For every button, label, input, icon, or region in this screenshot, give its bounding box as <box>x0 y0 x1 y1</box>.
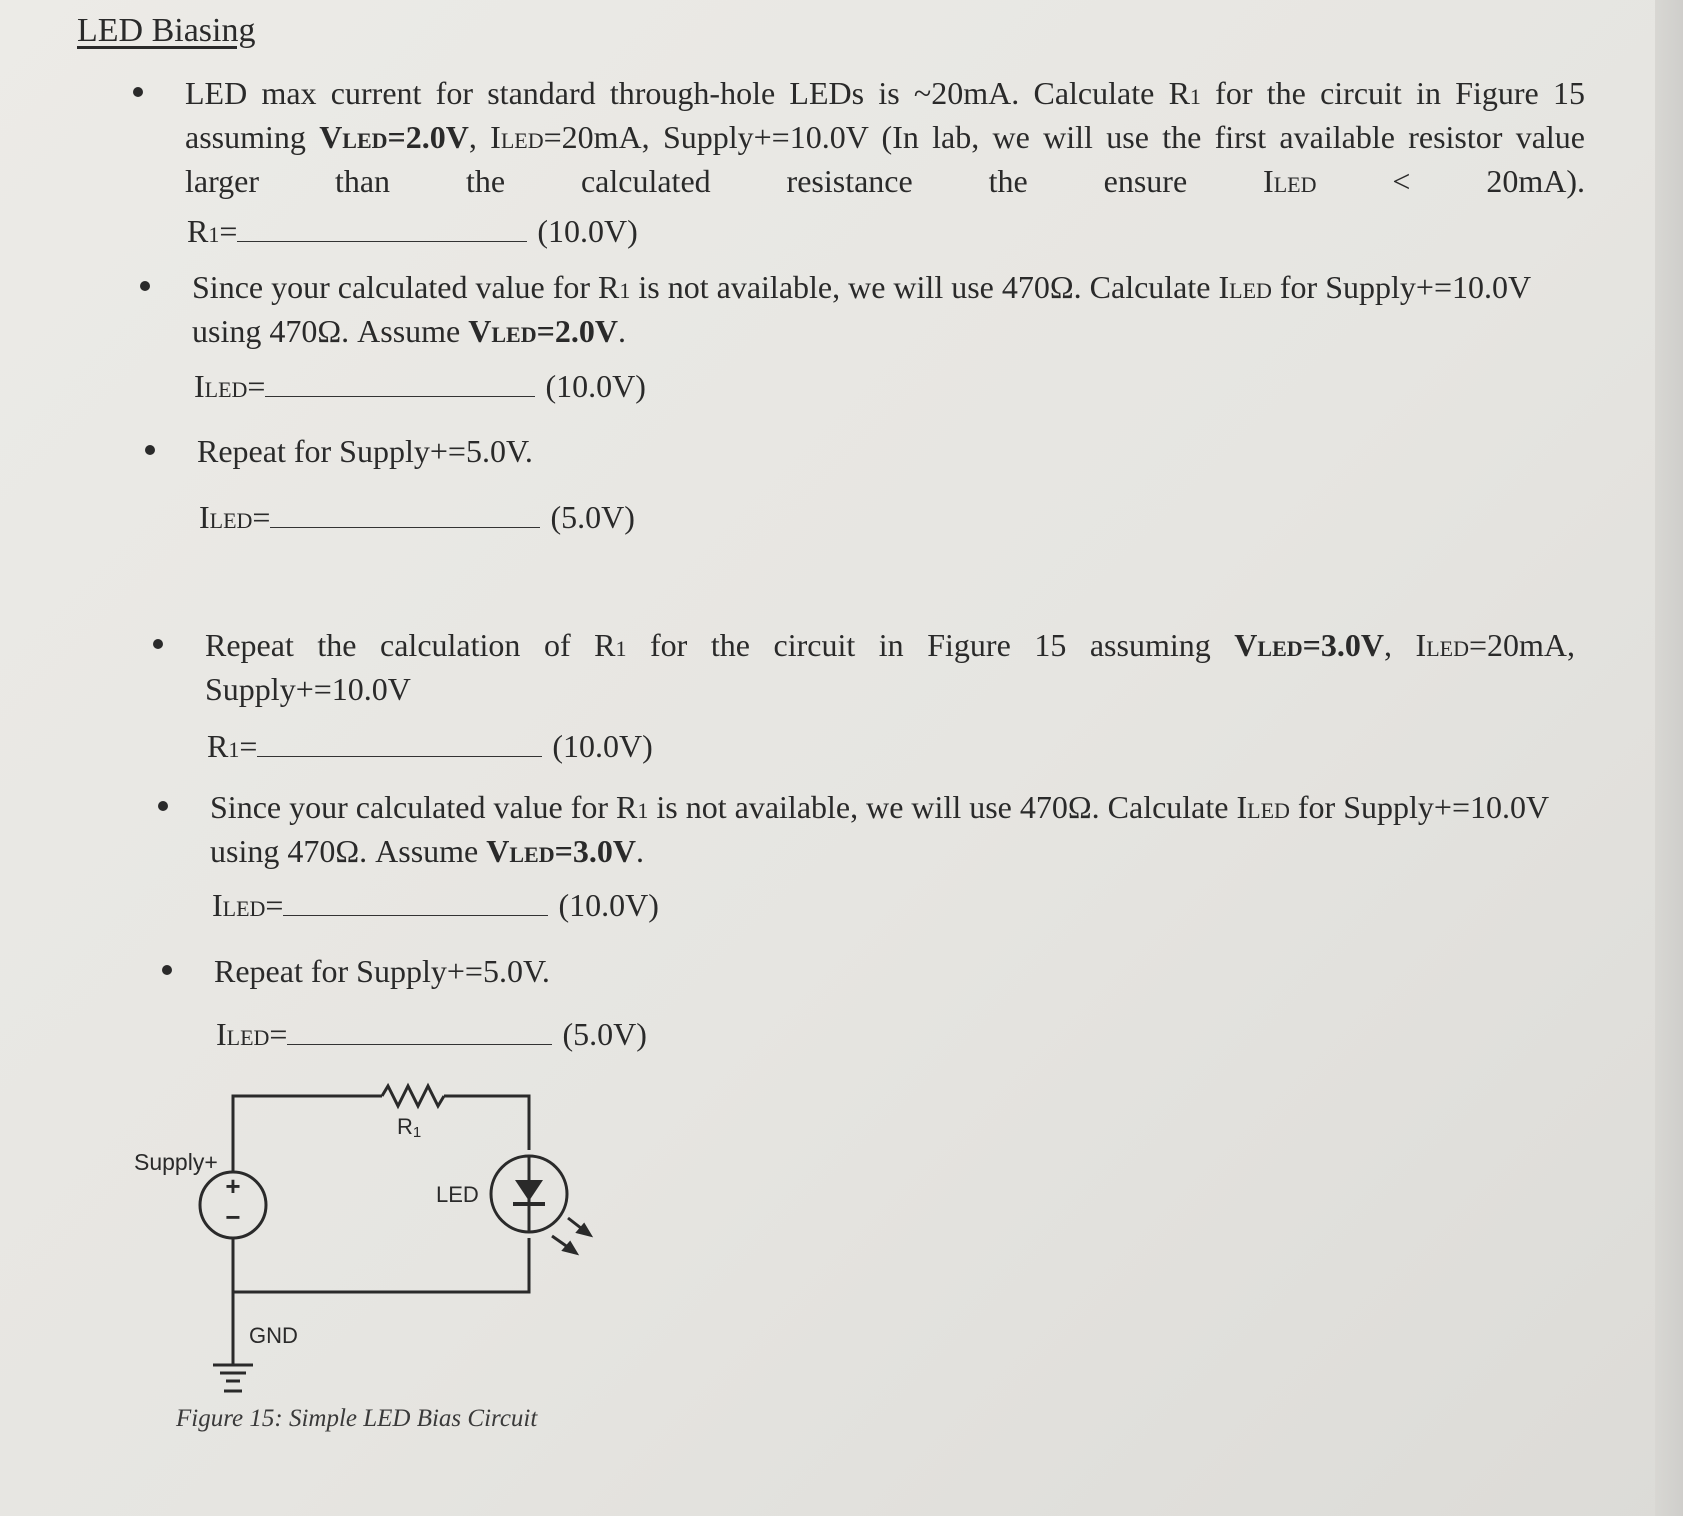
answer-blank[interactable] <box>283 889 548 916</box>
source-minus-label: − <box>225 1202 241 1232</box>
answer-blank[interactable] <box>270 501 540 528</box>
supply-label: Supply+ <box>134 1149 218 1175</box>
answer-blank[interactable] <box>265 370 535 397</box>
gnd-label: GND <box>249 1323 298 1348</box>
page-edge <box>1655 0 1683 1516</box>
bullet-dot <box>145 445 155 455</box>
answer-line-5: ILED= (10.0V) <box>212 887 659 923</box>
bullet-dot <box>162 965 172 975</box>
answer-blank[interactable] <box>257 730 542 757</box>
question-4-text-line2: Supply+=10.0V <box>205 671 411 707</box>
question-4-text: Repeat the calculation of R1 for the circuit in Figure 15 assuming VLED=3.0V, ILED=20mA, <box>205 627 1576 663</box>
resistor-zigzag <box>382 1086 444 1106</box>
bullet-dot <box>158 801 168 811</box>
bullet-dot <box>140 281 150 291</box>
question-2 <box>192 267 1584 355</box>
top-wire-right <box>444 1096 529 1150</box>
ground-icon <box>213 1365 253 1391</box>
answer-blank[interactable] <box>287 1018 552 1045</box>
question-6-text: Repeat for Supply+=5.0V. <box>214 953 550 989</box>
question-3 <box>197 431 1097 471</box>
diode-triangle-icon <box>515 1180 543 1201</box>
answer-line-1: R1= (10.0V) <box>187 213 638 249</box>
emission-arrows-icon <box>552 1218 590 1253</box>
answer-line-2: ILED= (10.0V) <box>194 368 646 404</box>
answer-line-3: ILED= (5.0V) <box>199 499 635 535</box>
bullet-dot <box>133 87 143 97</box>
question-3-text: Repeat for Supply+=5.0V. <box>197 433 533 469</box>
question-1 <box>185 73 1585 205</box>
question-2-text: Since your calculated value for R1 is not available, we will use 470Ω. Calculate ILED for Supply+=10.0V using 470Ω. Assume VLED=2.0V. <box>192 269 1531 349</box>
led-label: LED <box>436 1182 479 1207</box>
figure-caption: Figure 15: Simple LED Bias Circuit <box>176 1405 538 1432</box>
source-plus-label: + <box>225 1171 241 1201</box>
question-1-text: LED max current for standard through-hole LEDs is ~20mA. Calculate R1 for the circuit in Figure 15 assuming VLED=2.0V, ILED=20mA, Supply+=10.0V (In lab, we will use the first available resistor value larger than the calculated resistance the ensure ILED < 20mA). <box>185 75 1586 199</box>
section-title: LED Biasing <box>77 12 256 49</box>
question-6 <box>214 951 1114 991</box>
bullet-dot <box>153 639 163 649</box>
question-5 <box>210 787 1582 875</box>
left-wire-bottom <box>233 1237 529 1292</box>
led-bias-circuit-diagram <box>120 1070 640 1430</box>
answer-line-6: ILED= (5.0V) <box>216 1016 647 1052</box>
question-5-text: Since your calculated value for R1 is not available, we will use 470Ω. Calculate ILED for Supply+=10.0V using 470Ω. Assume VLED=3.0V. <box>210 789 1549 869</box>
question-4 <box>205 625 1575 709</box>
answer-line-4: R1= (10.0V) <box>207 728 653 764</box>
top-wire <box>233 1096 382 1173</box>
resistor-label: R1 <box>397 1114 422 1141</box>
answer-blank[interactable] <box>237 215 527 242</box>
